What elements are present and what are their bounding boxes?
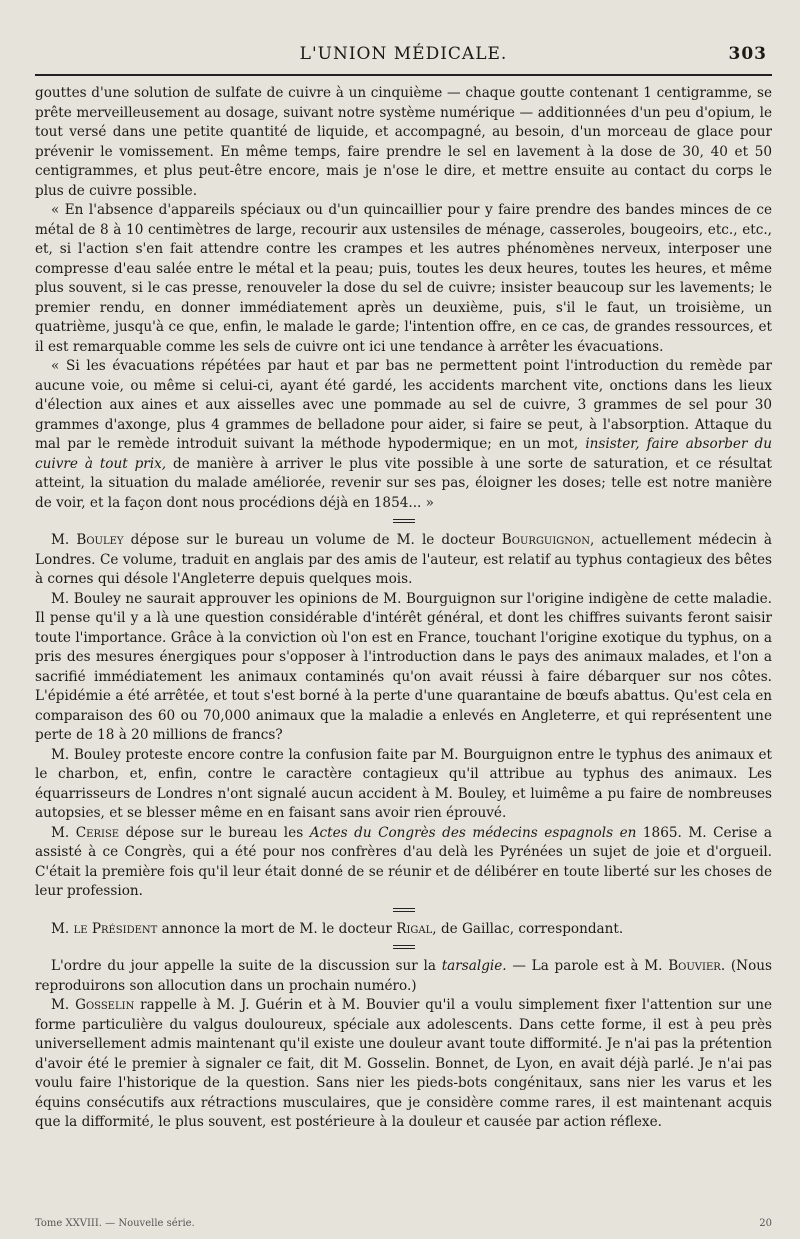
italic-run: insister, faire absorber du cuivre à tout prix, — [35, 436, 772, 472]
text-run: M. — [51, 997, 76, 1013]
running-header — [35, 44, 772, 70]
text-run: , de Gaillac, correspondant. — [432, 920, 624, 937]
speaker-name: Cerise — [75, 824, 120, 841]
text-run: « Si les évacuations répétées par haut et par bas ne permettent point l'introduction du remède par aucune voie, ou même si celui-ci, ayant été gardé, les accidents marchent vite, onctions dans les lieux d'élection aux aines et aux aisselles avec une pommade au sel de cuivre, 3 grammes de sel pour 30 grammes d'axonge, plus 4 grammes de belladone pour aider, si faire se peut, à l'absorption. Attaque du mal par le remède introduit suivant la méthode hypodermique; en un mot, — [35, 358, 772, 452]
paragraph-7 — [35, 824, 772, 902]
text-run: L'ordre du jour appelle la suite de la discussion sur la — [51, 958, 442, 974]
speaker-name: Gosselin — [75, 997, 135, 1013]
footer-signature: 20 — [759, 1218, 772, 1229]
paragraph-8 — [35, 920, 772, 940]
text-run: de manière à arriver le plus vite possible à une sorte de saturation, et ce résultat atteint, la situation du malade améliorée, revenir sur ses pas, éloigner les doses; telle est notre manière de voir, et la façon dont nous procédions déjà en 1854... » — [35, 455, 773, 511]
speaker-name: Bouley — [76, 532, 124, 548]
text-run: — La parole est à M. — [506, 958, 669, 974]
text-run: dépose sur le bureau un volume de M. le docteur — [123, 532, 502, 548]
page-footer — [35, 1218, 772, 1229]
text-run: M. — [51, 532, 77, 548]
paragraph-4 — [35, 531, 772, 590]
paragraph-10 — [35, 996, 772, 1133]
section-separator — [393, 908, 415, 912]
paragraph-5: M. Bouley ne saurait approuver les opinions de M. Bourguignon sur l'origine indigène de cette maladie. Il pense qu'il y a là une question considérable d'intérêt général, et dont les chiffres suivants feront saisir toute l'importance. Grâce à la conviction où l'on est en France, touchant l'origine exotique du typhus, on a pris des mesures énergiques pour s'opposer à l'introduction dans le pays des animaux malades, et l'on a sacrifié immédiatement les animaux contaminés qu'on avait réussi à faire débarquer sur nos côtes. L'épidémie a été arrêtée, et tout s'est borné à la perte d'une quarantaine de bœufs abattus. Qu'est cela en comparaison des 60 ou 70,000 animaux que la maladie a enlevés en Angleterre, et qui représentent une perte de 18 à 20 millions de francs? — [35, 590, 772, 743]
journal-title: L'UNION MÉDICALE. — [299, 44, 508, 64]
paragraph-9 — [35, 957, 772, 996]
paragraph-2: « En l'absence d'appareils spéciaux ou d'un quincaillier pour y faire prendre des bandes minces de ce métal de 8 à 10 centimètres de large, recourir aux ustensiles de ménage, casseroles, bougeoirs, etc., etc., et, si l'action s'en fait attendre contre les crampes et les autres phénomènes nerveux, interposer une compresse d'eau salée entre le métal et la peau; puis, toutes les deux heures, toutes les heures, et même plus souvent, si le cas presse, renouveler la dose du sel de cuivre; insister beaucoup sur les lavements; le premier rendu, en donner immédiatement après un deuxième, puis, s'il le faut, un troisième, un quatrième, jusqu'à ce que, enfin, le malade le garde; l'intention offre, en ce cas, de grandes ressources, et il est remarquable comme les sels de cuivre ont ici une tendance à arrêter les évacuations. — [35, 202, 772, 355]
text-run: , actuellement médecin à Londres. Ce volume, traduit en anglais par des amis de l'auteur, est relatif au typhus contagieux des bêtes à cornes qui désole l'Angleterre depuis quelques mois. — [35, 532, 772, 587]
text-run: . (Nous reproduirons son allocution dans un prochain numéro.) — [35, 958, 772, 994]
text-run: rappelle à M. J. Guérin et à M. Bouvier qu'il a voulu simplement fixer l'attention sur une forme particulière du valgus douloureux, spéciale aux adolescents. Dans cette forme, il est à peu près universellement admis maintenant qu'il existe une douleur avant toute difformité. Je n'ai pas la prétention d'avoir été le premier à signaler ce fait, dit M. Gosselin. Bonnet, de Lyon, en avait déjà parlé. Je n'ai pas voulu faire l'historique de la question. Sans nier les pieds-bots congénitaux, sans nier les varus et les équins consécutifs aux rétractions musculaires, que je considère comme rares, il est maintenant acquis que la difformité, le plus souvent, est postérieure à la douleur et causée par action réflexe. — [35, 997, 773, 1130]
header-rule — [35, 74, 772, 76]
paragraph-1: gouttes d'une solution de sulfate de cuivre à un cinquième — chaque goutte contenant 1 centigramme, se prête merveilleusement au dosage, suivant notre système numérique — additionnées d'un peu d'opium, le tout versé dans une petite quantité de liquide, et accompagné, au besoin, d'un morceau de glace pour prévenir le vomissement. En même temps, faire prendre le sel en lavement à la dose de 30, 40 et 50 centigrammes, et plus peut-être encore, mais je n'ose le dire, et mettre ensuite au contact du corps le plus de cuivre possible. — [35, 85, 772, 199]
text-run: dépose sur le bureau les — [119, 824, 310, 841]
author-name: Bourguignon — [501, 532, 590, 548]
footer-volume: Tome XXVIII. — Nouvelle série. — [35, 1218, 195, 1229]
speaker-name: le Président — [73, 920, 158, 937]
paragraph-6: M. Bouley proteste encore contre la confusion faite par M. Bourguignon entre le typhus des animaux et le charbon, et, enfin, contre le caractère contagieux qu'il attribue au typhus des animaux. Les équarrisseurs de Londres n'ont signalé aucun accident à M. Bouley, et luimême a pu faire de nombreuses autopsies, et se blesser même en en faisant sans avoir rien éprouvé. — [35, 746, 772, 821]
text-run: 1865. M. Cerise a assisté à ce Congrès, qui a été pour nos confrères d'au delà les Pyrénées un sujet de joie et d'orgueil. C'était la première fois qu'il leur était donné de se réunir et de délibérer en toute liberté sur les choses de leur profession. — [35, 824, 773, 899]
section-separator — [393, 519, 415, 523]
text-run: M. — [51, 824, 76, 841]
page-number: 303 — [728, 44, 767, 64]
person-name: Rigal — [396, 920, 433, 937]
italic-run: Actes du Congrès des médecins espagnols en — [309, 824, 637, 841]
text-run: annonce la mort de M. le docteur — [157, 920, 397, 937]
speaker-name: Bouvier — [668, 958, 721, 974]
paragraph-3 — [35, 357, 772, 513]
section-separator — [393, 945, 415, 949]
text-run: M. — [51, 920, 74, 937]
italic-run: tarsalgie. — [441, 958, 507, 974]
article-body — [35, 84, 772, 1133]
